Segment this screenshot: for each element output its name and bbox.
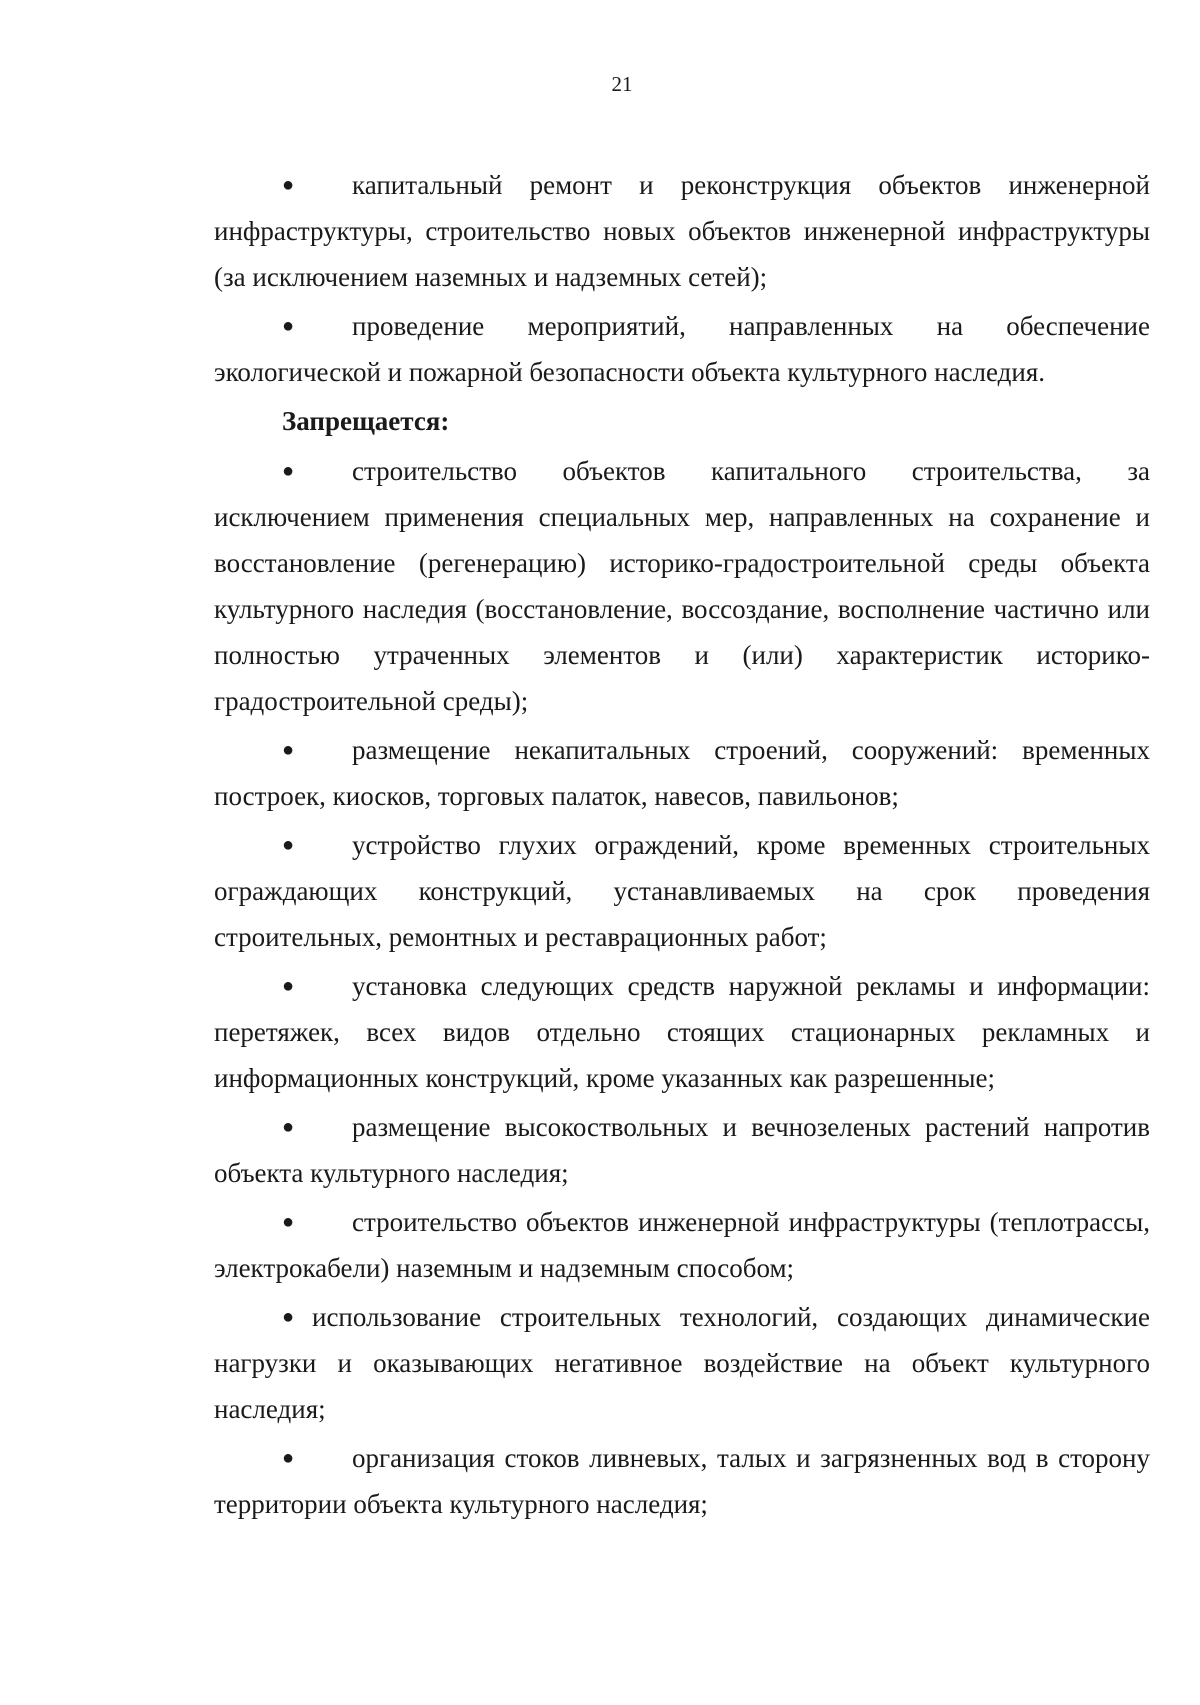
prohibited-list: [214, 448, 1150, 1527]
prohibited-item-text: строительство объектов инженерной инфраструктуры (теплотрассы, электрокабели) наземным и надземным способом;: [214, 1207, 1150, 1283]
prohibited-item-text: строительство объектов капитального строительства, за исключением применения специальных мер, направленных на сохранение и восстановление (регенерацию) историко-градостроительной среды объекта культурного наследия (восстановление, воссоздание, восполнение частично или полностью утраченных элементов и (или) характеристик историко-градостроительной среды);: [214, 456, 1150, 716]
bullet-icon: ●: [282, 460, 295, 482]
prohibited-item: [214, 963, 1150, 1101]
page-number: 21: [611, 72, 633, 96]
permitted-item-text: проведение мероприятий, направленных на обеспечение экологической и пожарной безопасности объекта культурного наследия.: [214, 311, 1150, 387]
prohibited-item: [214, 1199, 1150, 1291]
bullet-icon: ●: [282, 739, 295, 761]
permitted-item: [214, 303, 1150, 395]
prohibited-item: [214, 1435, 1150, 1527]
bullet-icon: ●: [282, 834, 295, 856]
prohibited-item-text: установка следующих средств наружной рекламы и информации: перетяжек, всех видов отдельно стоящих стационарных рекламных и информационных конструкций, кроме указанных как разрешенные;: [214, 971, 1150, 1093]
bullet-icon: ●: [282, 1116, 295, 1138]
permitted-list: [214, 162, 1150, 395]
prohibited-item: [214, 448, 1150, 724]
bullet-icon: ●: [282, 1211, 295, 1233]
prohibited-item: [214, 1294, 1150, 1432]
bullet-icon: ●: [282, 1306, 295, 1328]
prohibited-item-text: размещение высокоствольных и вечнозеленых растений напротив объекта культурного наследия;: [214, 1112, 1150, 1188]
prohibited-item-text: использование строительных технологий, создающих динамические нагрузки и оказывающих негативное воздействие на объект культурного наследия;: [214, 1302, 1150, 1424]
prohibited-item-text: организация стоков ливневых, талых и загрязненных вод в сторону территории объекта культурного наследия;: [214, 1443, 1150, 1519]
prohibited-item: [214, 822, 1150, 960]
bullet-icon: ●: [282, 1447, 295, 1469]
prohibited-item: [214, 1104, 1150, 1196]
section-heading: Запрещается:: [282, 406, 450, 436]
prohibited-item-text: устройство глухих ограждений, кроме временных строительных ограждающих конструкций, устанавливаемых на срок проведения строительных, ремонтных и реставрационных работ;: [214, 830, 1150, 952]
bullet-icon: ●: [282, 315, 295, 337]
prohibited-item-text: размещение некапитальных строений, сооружений: временных построек, киосков, торговых палаток, навесов, павильонов;: [214, 735, 1150, 811]
prohibited-item: [214, 727, 1150, 819]
permitted-item: [214, 162, 1150, 300]
permitted-item-text: капитальный ремонт и реконструкция объектов инженерной инфраструктуры, строительство новых объектов инженерной инфраструктуры (за исключением наземных и надземных сетей);: [214, 170, 1150, 292]
bullet-icon: ●: [282, 975, 295, 997]
document-body: [214, 162, 1150, 1530]
bullet-icon: ●: [282, 174, 295, 196]
